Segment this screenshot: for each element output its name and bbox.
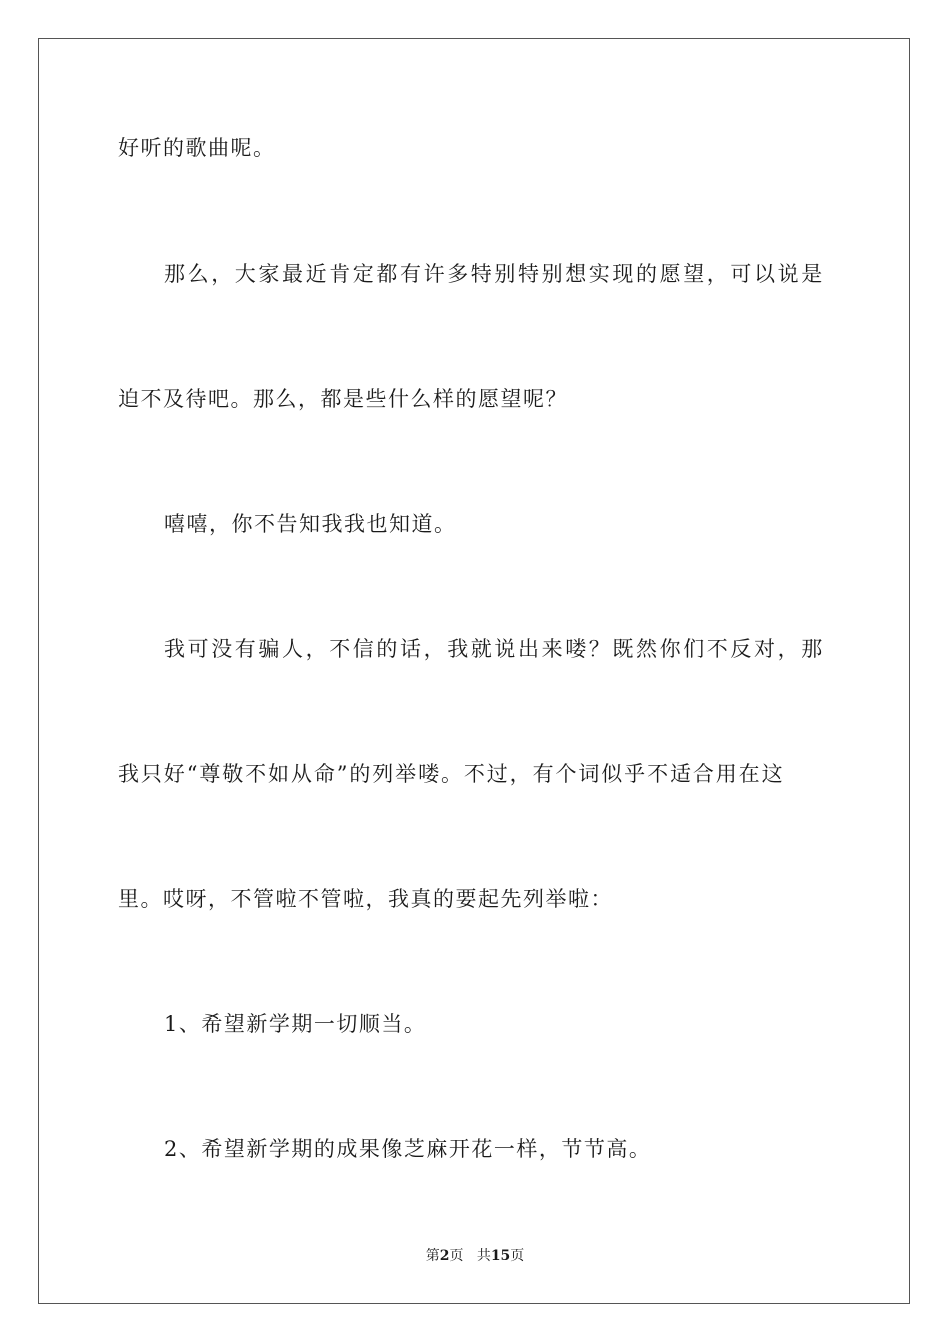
footer-total-prefix: 共 (476, 1248, 491, 1264)
paragraph-line: 我只好“尊敬不如从命”的列举喽。不过，有个词似乎不适合用在这 (118, 762, 785, 786)
footer-page-prefix: 第 (425, 1248, 440, 1264)
page-border (38, 38, 910, 1304)
paragraph-line: 那么，大家最近肯定都有许多特别特别想实现的愿望，可以说是 (164, 262, 825, 286)
footer-total-suffix: 页 (510, 1248, 525, 1264)
list-item: 1、希望新学期一切顺当。 (164, 1012, 427, 1036)
paragraph-line: 好听的歌曲呢。 (118, 136, 276, 160)
footer-current-page: 2 (439, 1248, 450, 1264)
paragraph-line: 嘻嘻，你不告知我我也知道。 (164, 512, 457, 536)
list-item: 2、希望新学期的成果像芝麻开花一样，节节高。 (164, 1137, 652, 1161)
page-footer (0, 1246, 950, 1266)
footer-total-pages: 15 (490, 1248, 511, 1264)
paragraph-line: 里。哎呀，不管啦不管啦，我真的要起先列举啦： (118, 887, 613, 911)
paragraph-line: 迫不及待吧。那么，都是些什么样的愿望呢？ (118, 387, 568, 411)
paragraph-line: 我可没有骗人，不信的话，我就说出来喽？既然你们不反对，那 (164, 637, 825, 661)
footer-page-suffix: 页 (449, 1248, 464, 1264)
